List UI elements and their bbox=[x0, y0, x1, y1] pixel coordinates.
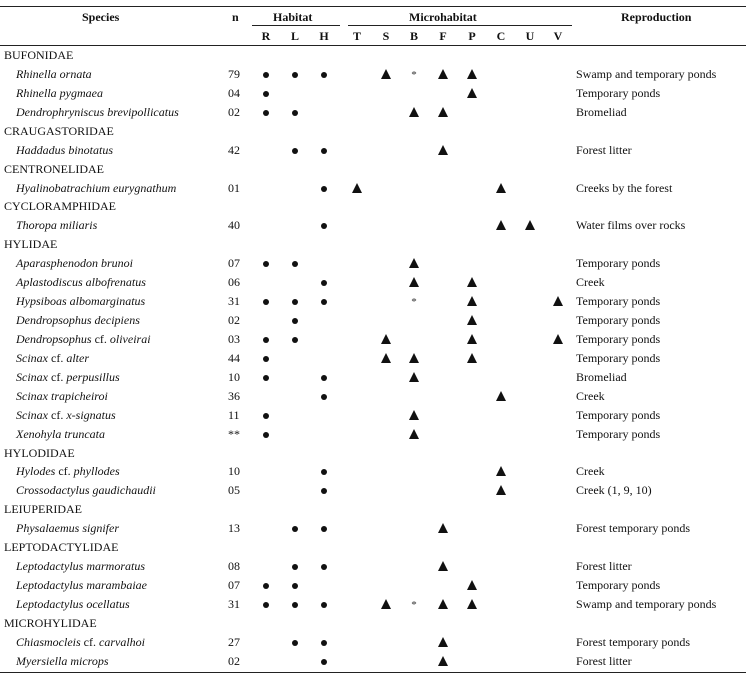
microhabitat-triangle-p bbox=[464, 275, 480, 290]
habitat-dot-l bbox=[287, 105, 303, 119]
family-heading: HYLODIDAE bbox=[4, 445, 75, 460]
reproduction-site: Bromeliad bbox=[576, 369, 627, 384]
dot-icon bbox=[263, 432, 269, 438]
reproduction-site: Temporary ponds bbox=[576, 85, 661, 100]
microhabitat-triangle-p bbox=[464, 313, 480, 328]
habitat-dot-l bbox=[287, 294, 303, 308]
habitat-dot-h bbox=[316, 559, 332, 573]
asterisk-mark: * bbox=[411, 598, 417, 611]
species-epithet: alter bbox=[66, 350, 89, 365]
habitat-dot-l bbox=[287, 67, 303, 81]
dot-icon bbox=[321, 526, 327, 532]
sample-size: 79 bbox=[228, 66, 240, 81]
habitat-dot-l bbox=[287, 143, 303, 157]
reproduction-site: Swamp and temporary ponds bbox=[576, 596, 717, 611]
species-genus: Hyalinobatrachium eurygnathum bbox=[16, 180, 177, 195]
microhabitat-triangle-p bbox=[464, 86, 480, 101]
habitat-dot-r bbox=[258, 351, 274, 365]
sample-size: 31 bbox=[228, 596, 240, 611]
dot-icon bbox=[321, 602, 327, 608]
species-name bbox=[16, 86, 103, 100]
sample-size: 08 bbox=[228, 559, 240, 574]
triangle-icon bbox=[438, 637, 448, 647]
family-heading: CENTRONELIDAE bbox=[4, 161, 104, 176]
species-genus: Scinax bbox=[16, 407, 48, 422]
header-microhabitat: Microhabitat bbox=[409, 10, 477, 24]
header-n: n bbox=[232, 10, 239, 24]
microhabitat-triangle-b bbox=[406, 105, 422, 120]
habitat-dot-l bbox=[287, 559, 303, 573]
bottom-rule bbox=[0, 672, 746, 673]
sample-size: 06 bbox=[228, 275, 240, 290]
habitat-dot-h bbox=[316, 483, 332, 497]
sample-size: 36 bbox=[228, 388, 240, 403]
habitat-dot-l bbox=[287, 597, 303, 611]
species-epithet: x-signatus bbox=[66, 407, 116, 422]
triangle-icon bbox=[467, 315, 477, 325]
species-genus: Chiasmocleis bbox=[16, 634, 81, 649]
dot-icon bbox=[292, 583, 298, 589]
habitat-dot-h bbox=[316, 275, 332, 289]
species-name bbox=[16, 275, 146, 289]
reproduction-site: Temporary ponds bbox=[576, 578, 661, 593]
triangle-icon bbox=[467, 277, 477, 287]
subheader-b: B bbox=[409, 29, 418, 43]
triangle-icon bbox=[467, 353, 477, 363]
reproduction-site: Forest litter bbox=[576, 653, 632, 668]
reproduction-site: Bromeliad bbox=[576, 104, 627, 119]
habitat-dot-l bbox=[287, 313, 303, 327]
reproduction-site: Temporary ponds bbox=[576, 407, 661, 422]
species-genus: Thoropa miliaris bbox=[16, 218, 98, 233]
habitat-dot-h bbox=[316, 654, 332, 668]
triangle-icon bbox=[496, 220, 506, 230]
habitat-dot-h bbox=[316, 143, 332, 157]
species-name bbox=[16, 408, 116, 422]
header-species: Species bbox=[82, 10, 120, 24]
microhabitat-triangle-s bbox=[378, 351, 394, 366]
dot-icon bbox=[263, 91, 269, 97]
dot-icon bbox=[263, 337, 269, 343]
triangle-icon bbox=[496, 485, 506, 495]
habitat-dot-h bbox=[316, 370, 332, 384]
dot-icon bbox=[292, 564, 298, 570]
reproduction-site: Forest temporary ponds bbox=[576, 521, 690, 536]
reproduction-site: Forest temporary ponds bbox=[576, 634, 690, 649]
species-epithet: oliveirai bbox=[109, 331, 151, 346]
dot-icon bbox=[263, 602, 269, 608]
species-genus: Scinax bbox=[16, 369, 48, 384]
subheader-t: T bbox=[352, 29, 361, 43]
microhabitat-triangle-f bbox=[435, 654, 451, 669]
triangle-icon bbox=[438, 561, 448, 571]
dot-icon bbox=[292, 299, 298, 305]
species-name bbox=[16, 313, 140, 327]
species-genus: Scinax bbox=[16, 350, 48, 365]
triangle-icon bbox=[467, 334, 477, 344]
reproduction-site: Temporary ponds bbox=[576, 331, 661, 346]
species-genus: Aplastodiscus albofrenatus bbox=[16, 275, 146, 290]
species-name bbox=[16, 370, 120, 384]
sample-size: 27 bbox=[228, 634, 240, 649]
habitat-group-line bbox=[252, 25, 340, 26]
triangle-icon bbox=[409, 107, 419, 117]
species-genus: Dendropsophus decipiens bbox=[16, 313, 140, 328]
habitat-dot-h bbox=[316, 464, 332, 478]
habitat-dot-l bbox=[287, 578, 303, 592]
species-name bbox=[16, 559, 145, 573]
sample-size: 07 bbox=[228, 578, 240, 593]
triangle-icon bbox=[409, 277, 419, 287]
microhabitat-triangle-b bbox=[406, 408, 422, 423]
species-name bbox=[16, 521, 119, 535]
habitat-dot-r bbox=[258, 294, 274, 308]
reproduction-site: Forest litter bbox=[576, 559, 632, 574]
dot-icon bbox=[292, 526, 298, 532]
species-name bbox=[16, 597, 130, 611]
top-fragment bbox=[0, 0, 60, 2]
sample-size: ** bbox=[228, 426, 240, 441]
dot-icon bbox=[292, 110, 298, 116]
sample-size: 02 bbox=[228, 313, 240, 328]
triangle-icon bbox=[409, 410, 419, 420]
sample-size: 02 bbox=[228, 104, 240, 119]
triangle-icon bbox=[553, 296, 563, 306]
microhabitat-triangle-s bbox=[378, 67, 394, 82]
dot-icon bbox=[321, 375, 327, 381]
family-heading: HYLIDAE bbox=[4, 237, 58, 252]
triangle-icon bbox=[467, 88, 477, 98]
triangle-icon bbox=[496, 466, 506, 476]
microhabitat-triangle-u bbox=[522, 218, 538, 233]
subheader-r: R bbox=[261, 29, 271, 43]
microhabitat-asterisk-b bbox=[406, 294, 422, 309]
habitat-dot-h bbox=[316, 389, 332, 403]
habitat-dot-l bbox=[287, 332, 303, 346]
habitat-dot-r bbox=[258, 332, 274, 346]
species-genus: Crossodactylus gaudichaudii bbox=[16, 483, 156, 498]
subheader-s: S bbox=[382, 29, 390, 43]
species-genus: Aparasphenodon brunoi bbox=[16, 256, 133, 271]
sample-size: 13 bbox=[228, 521, 240, 536]
reproduction-site: Creek (1, 9, 10) bbox=[576, 483, 652, 498]
dot-icon bbox=[292, 602, 298, 608]
species-name bbox=[16, 351, 89, 365]
subheader-v: V bbox=[553, 29, 563, 43]
species-epithet: phyllodes bbox=[73, 464, 120, 479]
microhabitat-triangle-v bbox=[550, 294, 566, 309]
family-heading: BUFONIDAE bbox=[4, 48, 74, 62]
triangle-icon bbox=[381, 69, 391, 79]
microhabitat-triangle-b bbox=[406, 275, 422, 290]
species-genus: Myersiella microps bbox=[16, 653, 109, 668]
reproduction-site: Creek bbox=[576, 388, 605, 403]
top-rule bbox=[0, 6, 746, 7]
reproduction-site: Creek bbox=[576, 275, 605, 290]
dot-icon bbox=[321, 640, 327, 646]
triangle-icon bbox=[409, 429, 419, 439]
header-habitat: Habitat bbox=[273, 10, 313, 24]
dot-icon bbox=[292, 261, 298, 267]
species-genus: Leptodactylus ocellatus bbox=[16, 596, 130, 611]
microhabitat-triangle-f bbox=[435, 105, 451, 120]
habitat-dot-l bbox=[287, 521, 303, 535]
reproduction-site: Temporary ponds bbox=[576, 350, 661, 365]
triangle-icon bbox=[381, 599, 391, 609]
asterisk-mark: * bbox=[411, 296, 417, 309]
triangle-icon bbox=[467, 599, 477, 609]
subheader-h: H bbox=[319, 29, 329, 43]
triangle-icon bbox=[438, 523, 448, 533]
habitat-dot-h bbox=[316, 67, 332, 81]
sample-size: 40 bbox=[228, 218, 240, 233]
species-name bbox=[16, 218, 97, 232]
microhabitat-triangle-s bbox=[378, 597, 394, 612]
triangle-icon bbox=[352, 183, 362, 193]
species-name bbox=[16, 389, 108, 403]
microhabitat-triangle-v bbox=[550, 332, 566, 347]
dot-icon bbox=[263, 261, 269, 267]
microhabitat-asterisk-b bbox=[406, 67, 422, 82]
dot-icon bbox=[263, 72, 269, 78]
reproduction-site: Swamp and temporary ponds bbox=[576, 66, 717, 81]
family-heading: CYCLORAMPHIDAE bbox=[4, 199, 117, 214]
sample-size: 01 bbox=[228, 180, 240, 195]
species-genus: Rhinella pygmaea bbox=[16, 85, 103, 100]
triangle-icon bbox=[467, 580, 477, 590]
species-name bbox=[16, 578, 147, 592]
microhabitat-triangle-f bbox=[435, 559, 451, 574]
species-genus: Xenohyla truncata bbox=[16, 426, 105, 441]
species-genus: Hypsiboas albomarginatus bbox=[16, 294, 146, 309]
reproduction-site: Temporary ponds bbox=[576, 313, 661, 328]
species-name bbox=[16, 483, 156, 497]
triangle-icon bbox=[496, 183, 506, 193]
species-genus: Dendropsophus bbox=[16, 331, 92, 346]
dot-icon bbox=[292, 640, 298, 646]
dot-icon bbox=[263, 356, 269, 362]
reproduction-site: Temporary ponds bbox=[576, 256, 661, 271]
dot-icon bbox=[321, 394, 327, 400]
sample-size: 31 bbox=[228, 294, 240, 309]
triangle-icon bbox=[409, 372, 419, 382]
family-heading: MICROHYLIDAE bbox=[4, 615, 97, 630]
microhabitat-triangle-c bbox=[493, 464, 509, 479]
habitat-dot-r bbox=[258, 370, 274, 384]
habitat-dot-r bbox=[258, 408, 274, 422]
reproduction-site: Creeks by the forest bbox=[576, 180, 673, 195]
species-name bbox=[16, 464, 120, 478]
triangle-icon bbox=[409, 258, 419, 268]
habitat-dot-h bbox=[316, 597, 332, 611]
sample-size: 44 bbox=[228, 350, 240, 365]
dot-icon bbox=[263, 375, 269, 381]
subheader-f: F bbox=[439, 29, 447, 43]
microhabitat-triangle-c bbox=[493, 181, 509, 196]
species-epithet: carvalhoi bbox=[99, 634, 145, 649]
sample-size: 03 bbox=[228, 331, 240, 346]
habitat-dot-r bbox=[258, 67, 274, 81]
microhabitat-triangle-b bbox=[406, 256, 422, 271]
dot-icon bbox=[263, 583, 269, 589]
family-heading: LEPTODACTYLIDAE bbox=[4, 540, 119, 555]
family-heading: LEIUPERIDAE bbox=[4, 502, 82, 517]
species-name bbox=[16, 105, 179, 119]
triangle-icon bbox=[553, 334, 563, 344]
species-genus: Hylodes bbox=[16, 464, 56, 479]
sample-size: 04 bbox=[228, 85, 240, 100]
habitat-dot-r bbox=[258, 578, 274, 592]
triangle-icon bbox=[381, 353, 391, 363]
microhabitat-triangle-f bbox=[435, 521, 451, 536]
sample-size: 42 bbox=[228, 142, 240, 157]
habitat-dot-r bbox=[258, 256, 274, 270]
triangle-icon bbox=[438, 69, 448, 79]
subheader-l: L bbox=[290, 29, 299, 43]
microhabitat-asterisk-b bbox=[406, 597, 422, 612]
dot-icon bbox=[292, 318, 298, 324]
reproduction-site: Temporary ponds bbox=[576, 294, 661, 309]
habitat-dot-r bbox=[258, 86, 274, 100]
dot-icon bbox=[321, 72, 327, 78]
microhabitat-group-line bbox=[348, 25, 572, 26]
triangle-icon bbox=[467, 69, 477, 79]
species-name bbox=[16, 294, 145, 308]
species-name bbox=[16, 181, 176, 195]
species-qualifier: cf. bbox=[48, 350, 67, 365]
habitat-dot-r bbox=[258, 105, 274, 119]
dot-icon bbox=[321, 280, 327, 286]
species-epithet: perpusillus bbox=[66, 369, 120, 384]
microhabitat-triangle-c bbox=[493, 389, 509, 404]
reproduction-site: Temporary ponds bbox=[576, 426, 661, 441]
species-qualifier: cf. bbox=[91, 331, 110, 346]
species-qualifier: cf. bbox=[80, 634, 99, 649]
sample-size: 11 bbox=[228, 407, 240, 422]
microhabitat-triangle-b bbox=[406, 351, 422, 366]
species-genus: Haddadus binotatus bbox=[16, 142, 114, 157]
habitat-dot-l bbox=[287, 256, 303, 270]
habitat-dot-h bbox=[316, 294, 332, 308]
dot-icon bbox=[263, 110, 269, 116]
dot-icon bbox=[263, 413, 269, 419]
reproduction-site: Forest litter bbox=[576, 142, 632, 157]
species-qualifier: cf. bbox=[48, 369, 67, 384]
habitat-dot-r bbox=[258, 427, 274, 441]
sample-size: 05 bbox=[228, 483, 240, 498]
microhabitat-triangle-p bbox=[464, 294, 480, 309]
habitat-dot-r bbox=[258, 597, 274, 611]
microhabitat-triangle-t bbox=[349, 181, 365, 196]
species-genus: Rhinella ornata bbox=[16, 66, 92, 81]
family-heading: CRAUGASTORIDAE bbox=[4, 123, 114, 138]
species-genus: Leptodactylus marmoratus bbox=[16, 559, 145, 574]
habitat-dot-h bbox=[316, 521, 332, 535]
dot-icon bbox=[321, 488, 327, 494]
microhabitat-triangle-p bbox=[464, 67, 480, 82]
species-name bbox=[16, 654, 109, 668]
microhabitat-triangle-b bbox=[406, 427, 422, 442]
dot-icon bbox=[321, 659, 327, 665]
habitat-dot-l bbox=[287, 635, 303, 649]
dot-icon bbox=[321, 564, 327, 570]
triangle-icon bbox=[496, 391, 506, 401]
triangle-icon bbox=[438, 145, 448, 155]
species-genus: Dendrophryniscus brevipollicatus bbox=[16, 104, 179, 119]
reproduction-site: Creek bbox=[576, 464, 605, 479]
species-genus: Leptodactylus marambaiae bbox=[16, 578, 147, 593]
sample-size: 10 bbox=[228, 464, 240, 479]
triangle-icon bbox=[525, 220, 535, 230]
microhabitat-triangle-f bbox=[435, 143, 451, 158]
dot-icon bbox=[321, 469, 327, 475]
species-name bbox=[16, 332, 151, 346]
sample-size: 07 bbox=[228, 256, 240, 271]
header-reproduction: Reproduction bbox=[621, 10, 692, 24]
triangle-icon bbox=[381, 334, 391, 344]
microhabitat-triangle-s bbox=[378, 332, 394, 347]
microhabitat-triangle-p bbox=[464, 332, 480, 347]
header-rule bbox=[0, 45, 746, 46]
dot-icon bbox=[321, 148, 327, 154]
species-name bbox=[16, 143, 113, 157]
triangle-icon bbox=[438, 656, 448, 666]
species-genus: Physalaemus signifer bbox=[16, 521, 119, 536]
triangle-icon bbox=[467, 296, 477, 306]
subheader-u: U bbox=[525, 29, 535, 43]
habitat-dot-h bbox=[316, 218, 332, 232]
reproduction-site: Water films over rocks bbox=[576, 218, 686, 233]
microhabitat-triangle-p bbox=[464, 578, 480, 593]
subheader-c: C bbox=[496, 29, 506, 43]
dot-icon bbox=[292, 337, 298, 343]
habitat-dot-h bbox=[316, 181, 332, 195]
microhabitat-triangle-b bbox=[406, 370, 422, 385]
triangle-icon bbox=[438, 107, 448, 117]
species-name bbox=[16, 635, 145, 649]
species-name bbox=[16, 427, 105, 441]
dot-icon bbox=[321, 186, 327, 192]
species-qualifier: cf. bbox=[55, 464, 74, 479]
triangle-icon bbox=[438, 599, 448, 609]
species-genus: Scinax trapicheiroi bbox=[16, 388, 108, 403]
triangle-icon bbox=[409, 353, 419, 363]
dot-icon bbox=[292, 148, 298, 154]
species-name bbox=[16, 256, 133, 270]
microhabitat-triangle-p bbox=[464, 351, 480, 366]
subheader-p: P bbox=[468, 29, 476, 43]
microhabitat-triangle-f bbox=[435, 635, 451, 650]
microhabitat-triangle-f bbox=[435, 597, 451, 612]
dot-icon bbox=[321, 223, 327, 229]
sample-size: 02 bbox=[228, 653, 240, 668]
microhabitat-triangle-c bbox=[493, 218, 509, 233]
microhabitat-triangle-p bbox=[464, 597, 480, 612]
microhabitat-triangle-f bbox=[435, 67, 451, 82]
species-name bbox=[16, 67, 92, 81]
dot-icon bbox=[263, 299, 269, 305]
dot-icon bbox=[321, 299, 327, 305]
dot-icon bbox=[292, 72, 298, 78]
asterisk-mark: * bbox=[411, 68, 417, 81]
sample-size: 10 bbox=[228, 369, 240, 384]
microhabitat-triangle-c bbox=[493, 483, 509, 498]
species-qualifier: cf. bbox=[48, 407, 67, 422]
habitat-dot-h bbox=[316, 635, 332, 649]
